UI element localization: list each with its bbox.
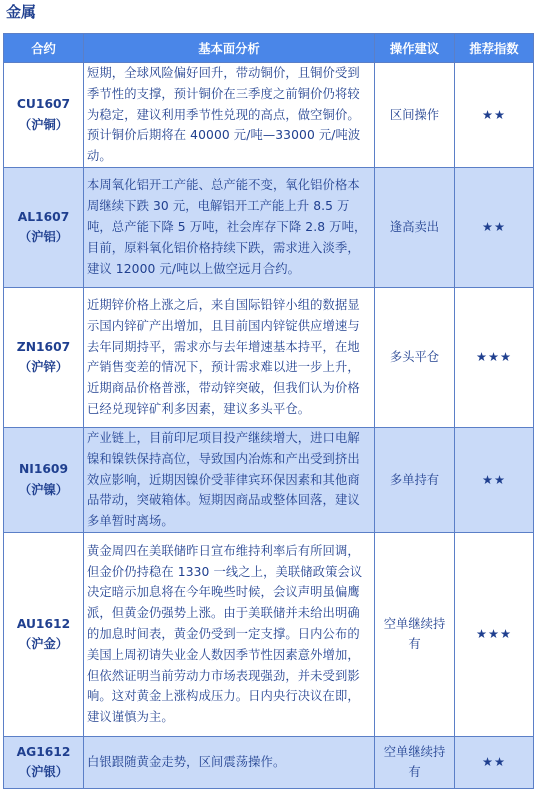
suggestion-cell: 逢高卖出 — [375, 167, 455, 287]
contract-alias: （沪铝） — [18, 230, 69, 245]
header-contract: 合约 — [4, 34, 84, 63]
table-row — [4, 427, 534, 532]
suggestion-cell: 多单持有 — [375, 427, 455, 532]
analysis-cell: 本周氧化铝开工产能、总产能不变，氧化铝价格本周继续下跌 30 元，电解铝开工产能上升 8.5 万吨，总产能下降 5 万吨，社会库存下降 2.8 万吨，目前，原料氧化铝价格持续下跌，需求进入淡季，建议 12000 元/吨以上做空远月合约。 — [84, 167, 375, 287]
table-row — [4, 532, 534, 736]
contract-alias: （沪铜） — [18, 117, 69, 132]
analysis-cell: 近期锌价格上涨之后，来自国际铅锌小组的数据显示国内锌矿产出增加，且目前国内锌锭供应增速与去年同期持平，需求亦与去年增速基本持平，在地产销售变差的情况下，预计需求难以进一步上升，近期商品价格普涨，带动锌突破，但我们认为价格已经兑现锌矿利多因素，建议多头平仓。 — [84, 287, 375, 427]
table-row — [4, 287, 534, 427]
rating-stars: ★★★ — [455, 287, 534, 427]
contract-code: AU1612 — [16, 616, 71, 631]
rating-stars: ★★ — [455, 736, 534, 788]
contract-code: ZN1607 — [16, 339, 71, 354]
contract-cell — [4, 736, 84, 788]
analysis-cell: 白银跟随黄金走势，区间震荡操作。 — [84, 736, 375, 788]
header-analysis: 基本面分析 — [84, 34, 375, 63]
contract-cell — [4, 532, 84, 736]
analysis-cell: 短期，全球风险偏好回升，带动铜价，且铜价受到季节性的支撑，预计铜价在三季度之前铜价仍将较为稳定，建议利用季节性兑现的高点，做空铜价。预计铜价后期将在 40000 元/吨—33000 元/吨波动。 — [84, 63, 375, 168]
contract-code: NI1609 — [18, 462, 69, 477]
metals-table — [3, 33, 534, 789]
rating-stars: ★★ — [455, 167, 534, 287]
contract-cell — [4, 427, 84, 532]
contract-cell — [4, 63, 84, 168]
rating-stars: ★★ — [455, 427, 534, 532]
contract-code: AL1607 — [17, 209, 70, 224]
contract-alias: （沪银） — [18, 765, 69, 780]
header-row — [4, 34, 534, 63]
suggestion-cell: 空单继续持有 — [375, 532, 455, 736]
analysis-cell: 黄金周四在美联储昨日宣布维持利率后有所回调，但金价仍持稳在 1330 一线之上，美联储政策会议决定暗示加息将在今年晚些时候，会议声明虽偏鹰派，但黄金仍强势上涨。由于美联储并未给出明确的加息时间表，黄金仍受到一定支撑。日内公布的美国上周初请失业金人数因季节性因素意外增加，但依然证明当前劳动力市场表现强劲，并未受到影响。这对黄金上涨构成压力。日内央行决议在即，建议谨慎为主。 — [84, 532, 375, 736]
analysis-cell: 产业链上，目前印尼项目投产继续增大，进口电解镍和镍铁保持高位，导致国内冶炼和产出受到挤出效应影响，近期因镍价受菲律宾环保因素和其他商品带动，突破箱体。短期因商品或整体回落，建议多单暂时离场。 — [84, 427, 375, 532]
header-suggestion: 操作建议 — [375, 34, 455, 63]
suggestion-cell: 多头平仓 — [375, 287, 455, 427]
contract-code: CU1607 — [16, 97, 71, 112]
suggestion-cell: 空单继续持有 — [375, 736, 455, 788]
contract-code: AG1612 — [16, 744, 71, 759]
rating-stars: ★★ — [455, 63, 534, 168]
contract-alias: （沪镍） — [18, 482, 69, 497]
section-title: 金属 — [6, 3, 37, 21]
table-row — [4, 63, 534, 168]
contract-cell — [4, 167, 84, 287]
rating-stars: ★★★ — [455, 532, 534, 736]
contract-alias: （沪锌） — [18, 360, 69, 375]
header-rating: 推荐指数 — [455, 34, 534, 63]
suggestion-cell: 区间操作 — [375, 63, 455, 168]
table-row — [4, 736, 534, 788]
table-row — [4, 167, 534, 287]
contract-cell — [4, 287, 84, 427]
contract-alias: （沪金） — [18, 637, 69, 652]
